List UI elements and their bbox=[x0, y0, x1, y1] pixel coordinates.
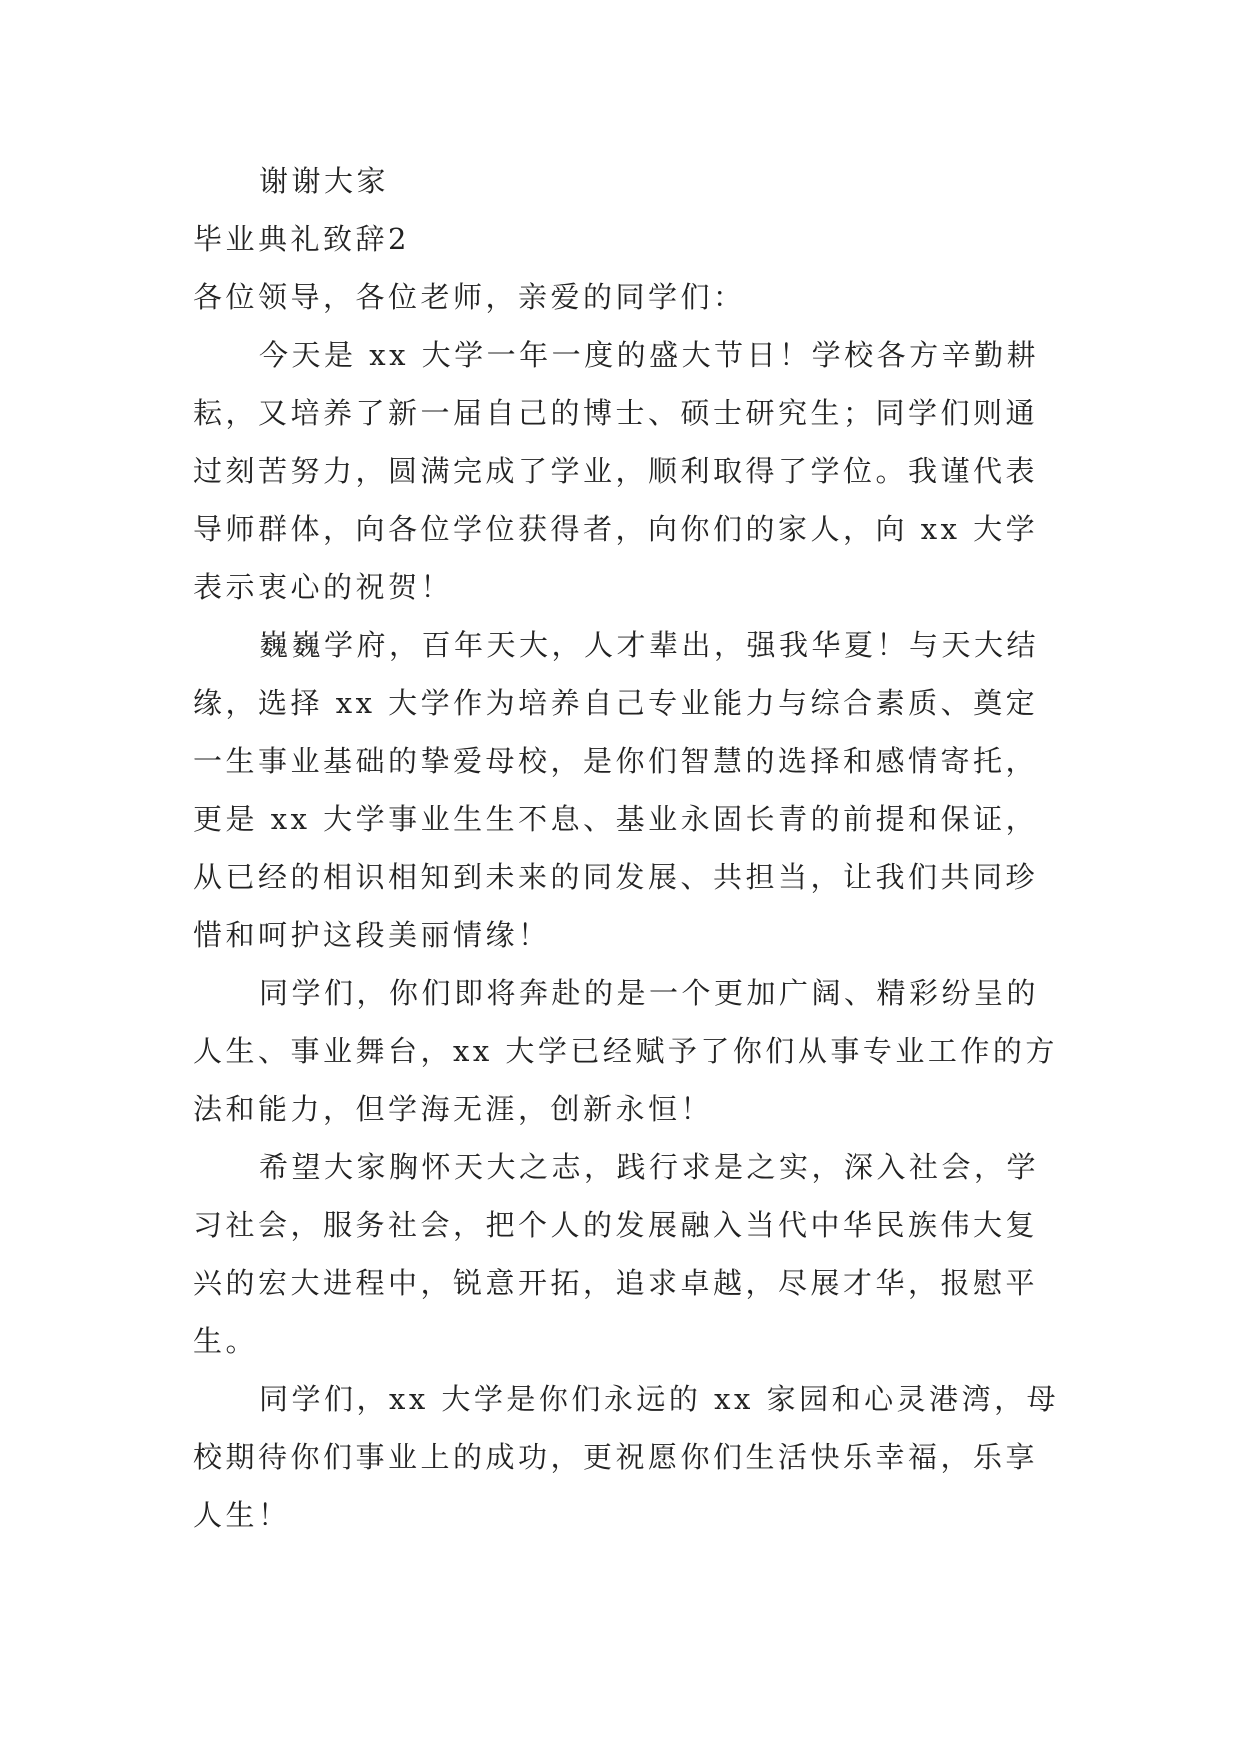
paragraph-line: 导师群体，向各位学位获得者，向你们的家人，向 xx 大学 bbox=[193, 512, 1039, 546]
paragraph-line: 更是 xx 大学事业生生不息、基业永固长青的前提和保证， bbox=[193, 802, 1039, 836]
paragraph-line: 校期待你们事业上的成功，更祝愿你们生活快乐幸福，乐享 bbox=[193, 1440, 1039, 1474]
paragraph-line: 过刻苦努力，圆满完成了学业，顺利取得了学位。我谨代表 bbox=[193, 454, 1039, 488]
paragraph-line: 耘，又培养了新一届自己的博士、硕士研究生；同学们则通 bbox=[193, 396, 1039, 430]
paragraph-4 bbox=[193, 1138, 1073, 1370]
document-page bbox=[193, 152, 1073, 1544]
paragraph-line: 习社会，服务社会，把个人的发展融入当代中华民族伟大复 bbox=[193, 1208, 1039, 1242]
paragraph-line: 人生、事业舞台，xx 大学已经赋予了你们从事专业工作的方 bbox=[193, 1034, 1058, 1068]
paragraph-3 bbox=[193, 964, 1073, 1138]
paragraph-line: 生。 bbox=[193, 1324, 259, 1358]
paragraph-line: 缘，选择 xx 大学作为培养自己专业能力与综合素质、奠定 bbox=[193, 686, 1039, 720]
paragraph-line: 今天是 xx 大学一年一度的盛大节日！学校各方辛勤耕 bbox=[259, 338, 1040, 372]
paragraph-5 bbox=[193, 1370, 1073, 1544]
paragraph-line: 从已经的相识相知到未来的同发展、共担当，让我们共同珍 bbox=[193, 860, 1039, 894]
paragraph-line: 人生！ bbox=[193, 1498, 291, 1532]
paragraph-line: 兴的宏大进程中，锐意开拓，追求卓越，尽展才华，报慰平 bbox=[193, 1266, 1039, 1300]
paragraph-line: 惜和呵护这段美丽情缘！ bbox=[193, 918, 551, 952]
paragraph-1 bbox=[193, 326, 1073, 616]
paragraph-line: 表示衷心的祝贺！ bbox=[193, 570, 454, 604]
paragraph-line: 希望大家胸怀天大之志，践行求是之实，深入社会，学 bbox=[259, 1150, 1040, 1184]
closing-line: 谢谢大家 bbox=[259, 164, 390, 198]
paragraph-line: 巍巍学府，百年天大，人才辈出，强我华夏！与天大结 bbox=[259, 628, 1040, 662]
paragraph-line: 同学们，xx 大学是你们永远的 xx 家园和心灵港湾，母 bbox=[259, 1382, 1060, 1416]
paragraph-line: 同学们，你们即将奔赴的是一个更加广阔、精彩纷呈的 bbox=[259, 976, 1040, 1010]
paragraph-line: 法和能力，但学海无涯，创新永恒！ bbox=[193, 1092, 714, 1126]
paragraph-line: 一生事业基础的挚爱母校，是你们智慧的选择和感情寄托， bbox=[193, 744, 1039, 778]
document-title: 毕业典礼致辞2 bbox=[193, 222, 410, 256]
salutation: 各位领导，各位老师，亲爱的同学们： bbox=[193, 280, 746, 314]
paragraph-2 bbox=[193, 616, 1073, 964]
